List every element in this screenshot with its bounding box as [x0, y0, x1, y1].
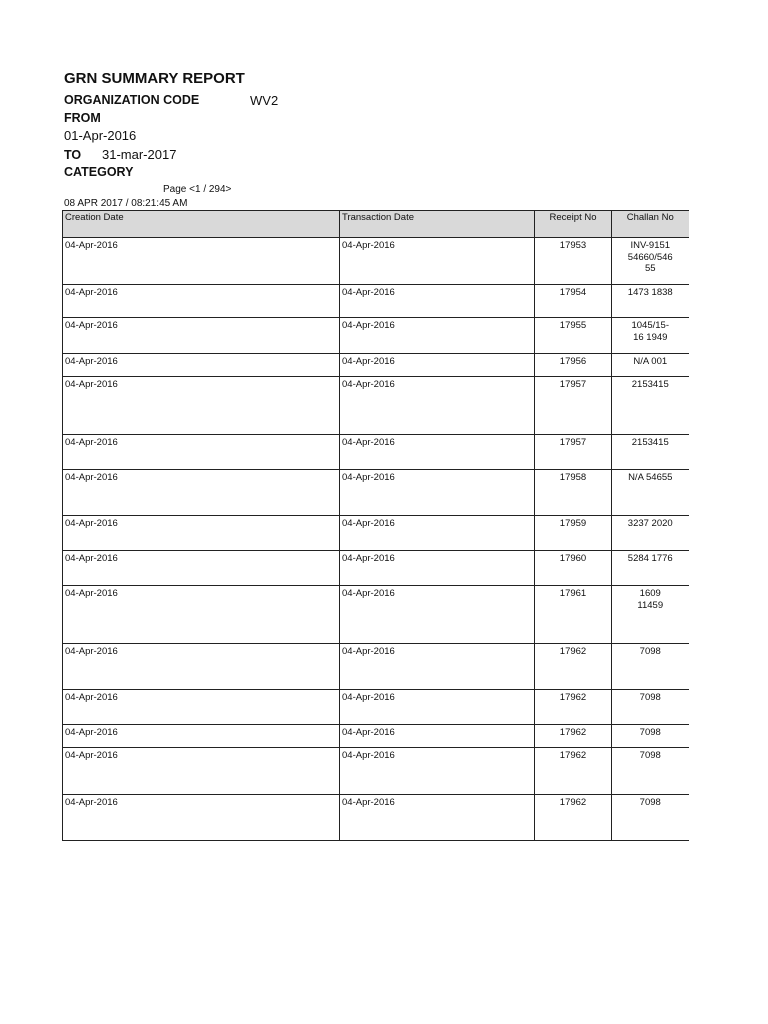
challan-no-cell: 1609 11459	[612, 586, 689, 644]
challan-no-cell: 7098	[612, 725, 689, 748]
receipt-no-cell: 17962	[535, 725, 612, 748]
table-row	[63, 516, 689, 551]
receipt-no-cell: 17953	[535, 238, 612, 285]
transaction-date-cell: 04-Apr-2016	[340, 238, 535, 285]
creation-date-cell: 04-Apr-2016	[63, 690, 340, 725]
transaction-date-cell: 04-Apr-2016	[340, 435, 535, 470]
transaction-date-cell: 04-Apr-2016	[340, 470, 535, 516]
transaction-date-cell: 04-Apr-2016	[340, 551, 535, 586]
transaction-date-cell: 04-Apr-2016	[340, 318, 535, 354]
challan-no-cell: 1045/15- 16 1949	[612, 318, 689, 354]
creation-date-cell: 04-Apr-2016	[63, 551, 340, 586]
column-header-creation-date: Creation Date	[63, 211, 340, 238]
transaction-date-cell: 04-Apr-2016	[340, 285, 535, 318]
receipt-no-cell: 17956	[535, 354, 612, 377]
table-row	[63, 238, 689, 285]
transaction-date-cell: 04-Apr-2016	[340, 690, 535, 725]
receipt-no-cell: 17961	[535, 586, 612, 644]
table-row	[63, 551, 689, 586]
table-row	[63, 725, 689, 748]
creation-date-cell: 04-Apr-2016	[63, 377, 340, 435]
creation-date-cell: 04-Apr-2016	[63, 435, 340, 470]
column-header-challan-no: Challan No	[612, 211, 689, 238]
transaction-date-cell: 04-Apr-2016	[340, 644, 535, 690]
transaction-date-cell: 04-Apr-2016	[340, 725, 535, 748]
transaction-date-cell: 04-Apr-2016	[340, 377, 535, 435]
challan-no-cell: 2153415	[612, 435, 689, 470]
receipt-no-cell: 17962	[535, 644, 612, 690]
creation-date-cell: 04-Apr-2016	[63, 318, 340, 354]
from-value: 01-Apr-2016	[64, 128, 137, 143]
receipt-no-cell: 17957	[535, 435, 612, 470]
creation-date-cell: 04-Apr-2016	[63, 516, 340, 551]
receipt-no-cell: 17957	[535, 377, 612, 435]
to-label: TO	[64, 148, 82, 162]
creation-date-cell: 04-Apr-2016	[63, 354, 340, 377]
challan-no-cell: 7098	[612, 690, 689, 725]
challan-no-cell: 3237 2020	[612, 516, 689, 551]
challan-no-cell: N/A 001	[612, 354, 689, 377]
challan-no-cell: 5284 1776	[612, 551, 689, 586]
transaction-date-cell: 04-Apr-2016	[340, 516, 535, 551]
from-label: FROM	[64, 111, 101, 125]
table-row	[63, 470, 689, 516]
transaction-date-cell: 04-Apr-2016	[340, 748, 535, 795]
table-row	[63, 748, 689, 795]
receipt-no-cell: 17962	[535, 690, 612, 725]
creation-date-cell: 04-Apr-2016	[63, 238, 340, 285]
organization-code-value: WV2	[250, 93, 279, 108]
challan-no-cell: 7098	[612, 644, 689, 690]
page-indicator: Page <1 / 294>	[163, 184, 232, 195]
transaction-date-cell: 04-Apr-2016	[340, 795, 535, 841]
table-row	[63, 690, 689, 725]
creation-date-cell: 04-Apr-2016	[63, 748, 340, 795]
category-label: CATEGORY	[64, 165, 134, 179]
report-title: GRN SUMMARY REPORT	[64, 70, 245, 87]
run-timestamp: 08 APR 2017 / 08:21:45 AM	[64, 198, 188, 209]
receipt-no-cell: 17960	[535, 551, 612, 586]
receipt-no-cell: 17962	[535, 748, 612, 795]
table-row	[63, 644, 689, 690]
table-row	[63, 377, 689, 435]
receipt-no-cell: 17962	[535, 795, 612, 841]
challan-no-cell: 7098	[612, 795, 689, 841]
table-row	[63, 586, 689, 644]
receipt-no-cell: 17959	[535, 516, 612, 551]
transaction-date-cell: 04-Apr-2016	[340, 354, 535, 377]
table-row	[63, 795, 689, 841]
organization-code-label: ORGANIZATION CODE	[64, 93, 200, 107]
table-row	[63, 435, 689, 470]
challan-no-cell: INV-9151 54660/546 55	[612, 238, 689, 285]
creation-date-cell: 04-Apr-2016	[63, 470, 340, 516]
column-header-receipt-no: Receipt No	[535, 211, 612, 238]
table-header-row	[63, 211, 689, 238]
transaction-date-cell: 04-Apr-2016	[340, 586, 535, 644]
receipt-no-cell: 17955	[535, 318, 612, 354]
challan-no-cell: 1473 1838	[612, 285, 689, 318]
challan-no-cell: 2153415	[612, 377, 689, 435]
column-header-transaction-date: Transaction Date	[340, 211, 535, 238]
to-value: 31-mar-2017	[102, 147, 177, 162]
table-row	[63, 318, 689, 354]
creation-date-cell: 04-Apr-2016	[63, 725, 340, 748]
grn-summary-table	[62, 210, 689, 841]
table-row	[63, 354, 689, 377]
challan-no-cell: 7098	[612, 748, 689, 795]
creation-date-cell: 04-Apr-2016	[63, 644, 340, 690]
receipt-no-cell: 17958	[535, 470, 612, 516]
table-row	[63, 285, 689, 318]
creation-date-cell: 04-Apr-2016	[63, 795, 340, 841]
creation-date-cell: 04-Apr-2016	[63, 586, 340, 644]
receipt-no-cell: 17954	[535, 285, 612, 318]
challan-no-cell: N/A 54655	[612, 470, 689, 516]
creation-date-cell: 04-Apr-2016	[63, 285, 340, 318]
